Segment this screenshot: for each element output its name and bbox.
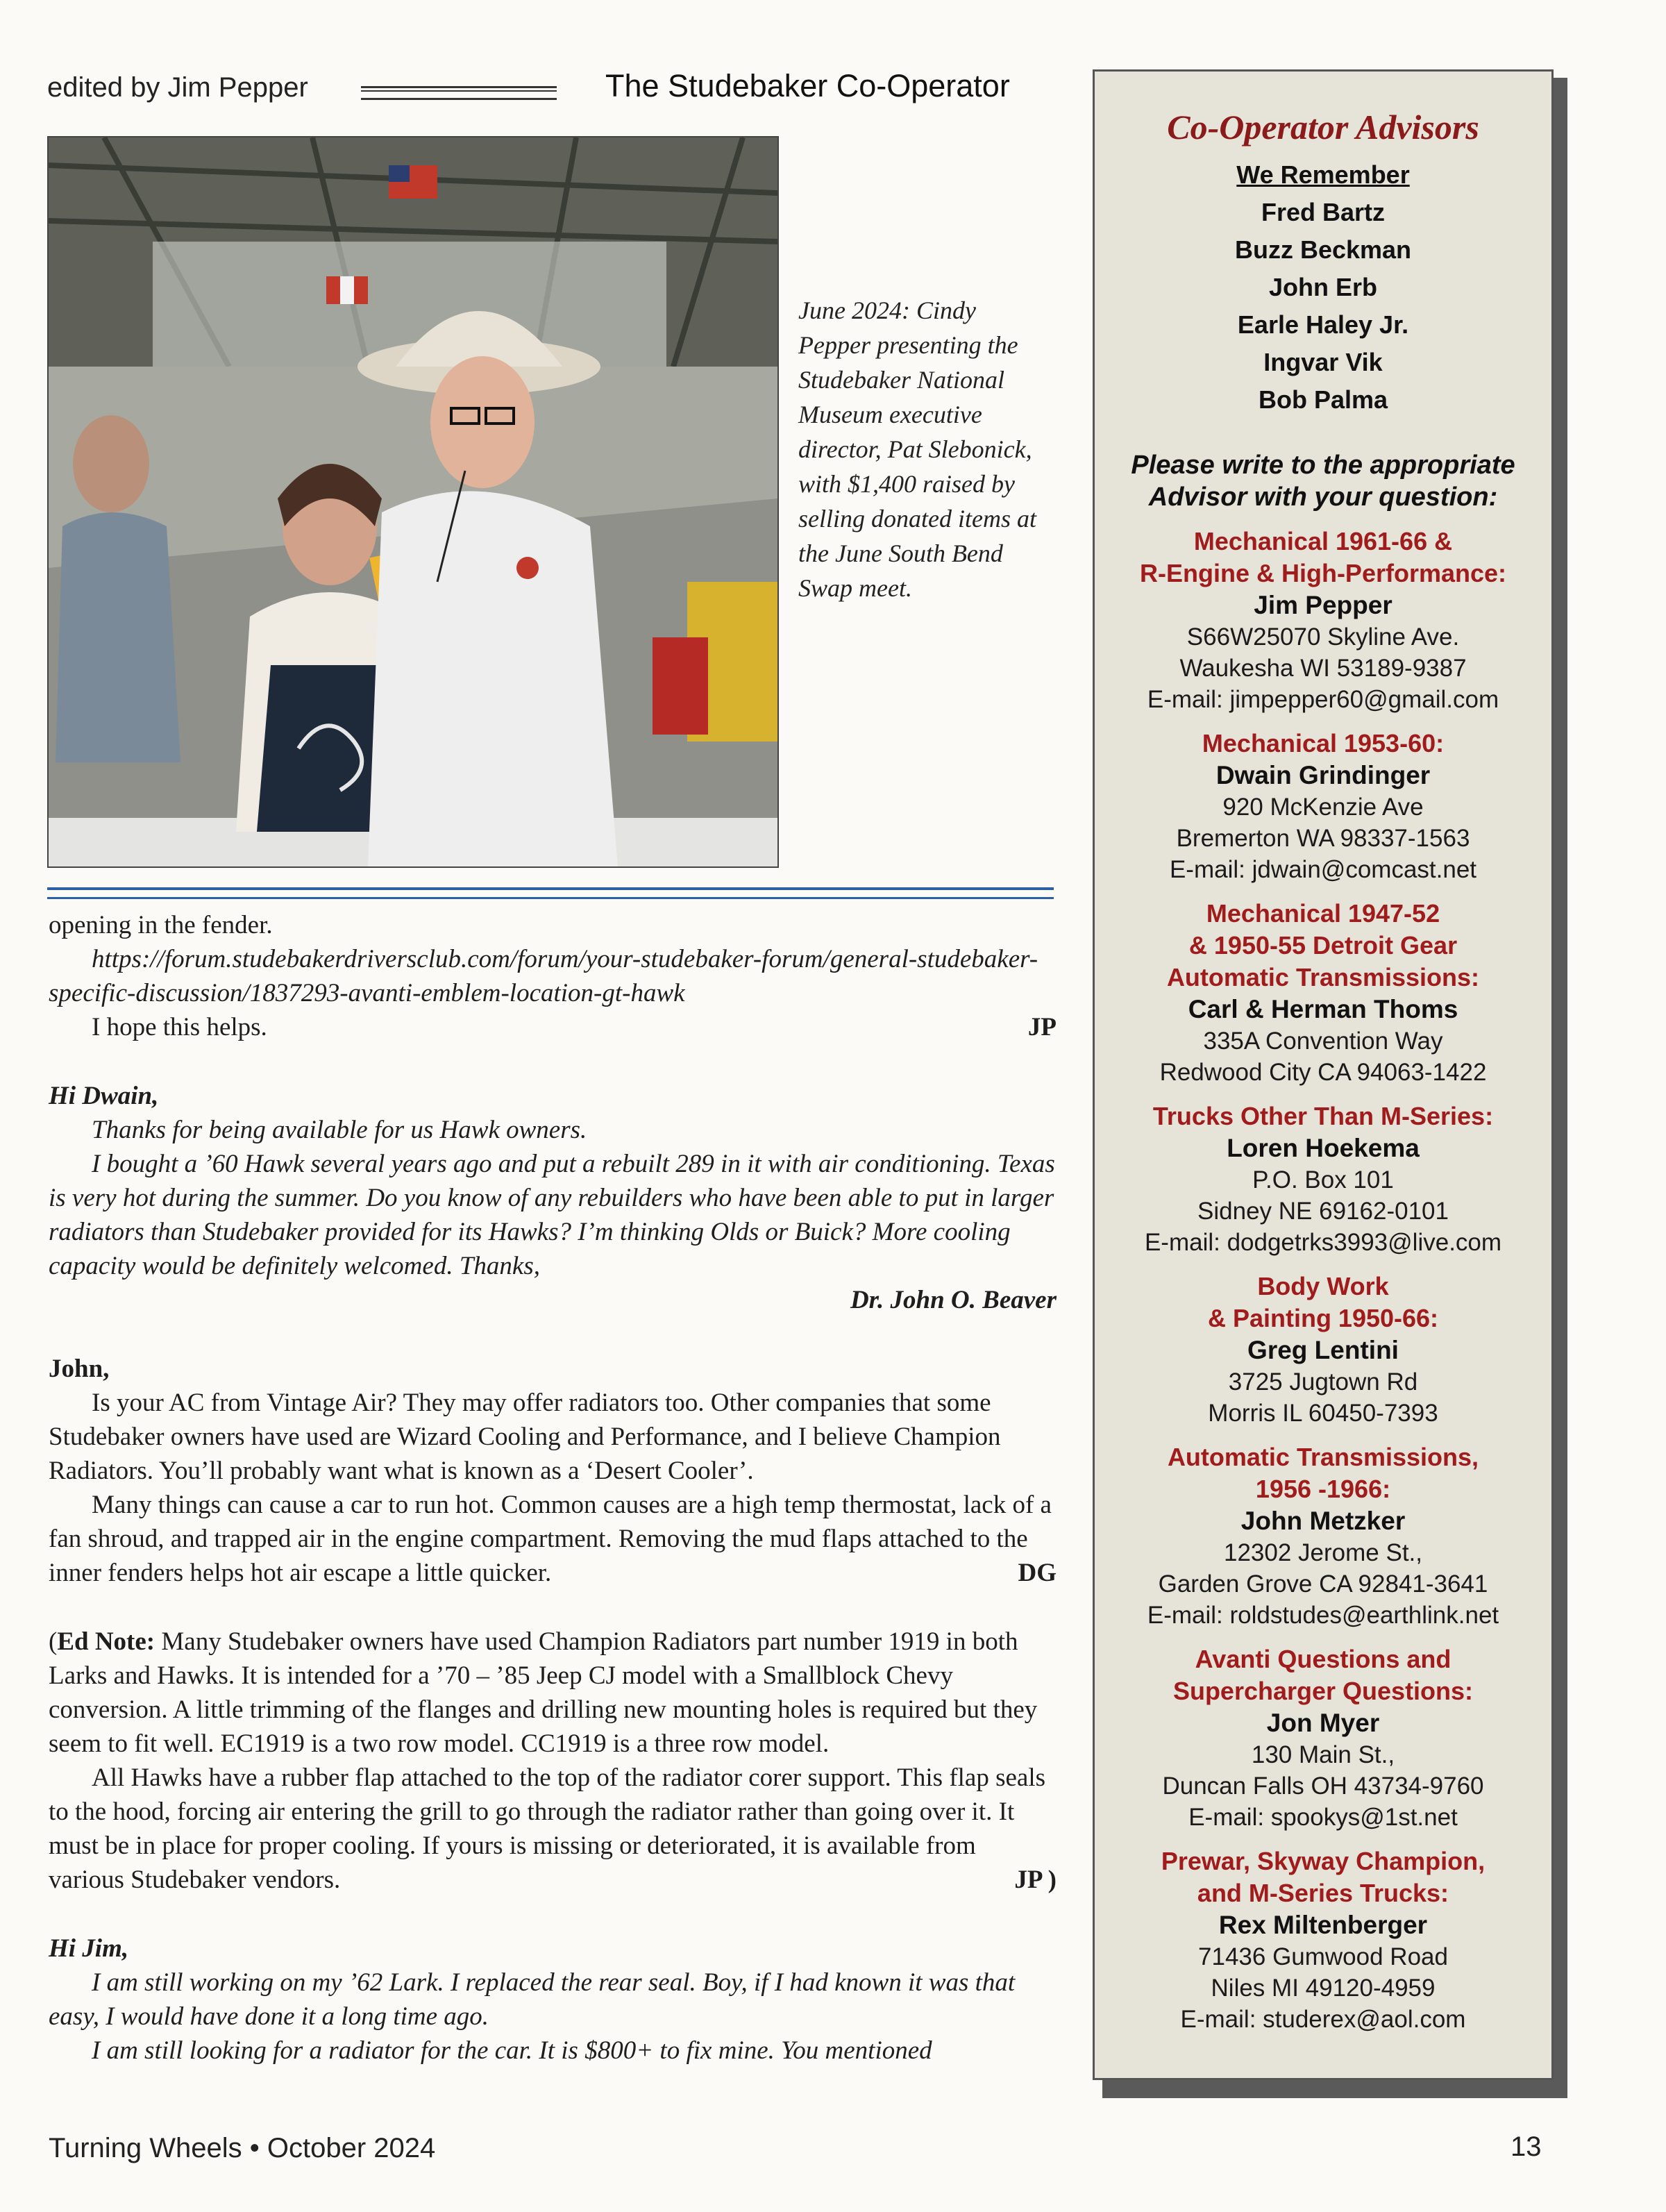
advisor-category: and M-Series Trucks: [1197,1879,1449,1907]
advisor-address-line: 130 Main St., [1251,1741,1395,1768]
advisor-entry [1095,1845,1551,2035]
advisor-list [1095,526,1551,2035]
advisor-category: Prewar, Skyway Champion, [1161,1847,1486,1875]
editor-note-paragraph: All Hawks have a rubber flap attached to the top of the radiator corer support. This flap seals to the hood, forcing air entering the grill to go through the radiator rather than going over it. It must be in place for proper cooling. If yours is missing or deteriorated, it is available from various Studebaker vendors. JP ) [49,1761,1057,1897]
page-number: 13 [1511,2131,1542,2162]
letter-paragraph: I am still working on my ’62 Lark. I replaced the rear seal. Boy, if I had known it was that easy, I would have done it a long time ago. [49,1968,1016,2031]
advisor-address-line: 3725 Jugtown Rd [1228,1368,1418,1396]
advisor-address-line: Niles MI 49120-4959 [1211,1975,1436,2002]
advisor-category: R-Engine & High-Performance: [1139,559,1507,587]
sidebar-title: Co-Operator Advisors [1167,108,1479,146]
article-paragraph: I hope this helps. JP [49,1010,1057,1044]
advisor-address-line: Duncan Falls OH 43734-9760 [1162,1773,1484,1800]
remembered-name: Fred Bartz [1261,198,1386,226]
sidebar-prompt: Please write to the appropriate Advisor with your question: [1131,451,1515,512]
advisor-name: Greg Lentini [1247,1336,1399,1364]
advisor-name: Rex Miltenberger [1218,1911,1428,1939]
signature-jp: JP [1027,1013,1057,1041]
advisor-address-line: Waukesha WI 53189-9387 [1179,655,1467,682]
column-title: The Studebaker Co-Operator [605,68,1010,103]
remembered-name: Ingvar Vik [1263,348,1383,376]
remembered-name: John Erb [1268,273,1377,301]
signature-dg: DG [1018,1559,1057,1587]
letter-greeting: Hi Jim, [49,1934,129,1963]
advisor-entry [1095,898,1551,1088]
remembered-name: Buzz Beckman [1234,235,1412,264]
article-body [49,908,1057,2068]
footer-publication: Turning Wheels • October 2024 [49,2133,436,2163]
advisor-entry [1095,1100,1551,1258]
advisor-address-line: P.O. Box 101 [1252,1166,1394,1193]
advisor-category: Mechanical 1947-52 [1206,899,1440,928]
advisor-email[interactable]: E-mail: dodgetrks3993@live.com [1144,1229,1502,1256]
advisor-entry [1095,526,1551,715]
advisor-category: 1956 -1966: [1255,1475,1391,1503]
advisor-category: & Painting 1950-66: [1207,1304,1439,1332]
advisor-address-line: 71436 Gumwood Road [1198,1943,1448,1970]
reply-greeting: John, [49,1355,110,1383]
letter-greeting: Hi Dwain, [49,1082,159,1110]
signature-jp-close: JP ) [1014,1866,1057,1894]
editor-note: (Ed Note: Many Studebaker owners have used Champion Radiators part number 1919 in both Larks and Hawks. It is intended for a ’70 – ’85 Jeep CJ model with a Smallblock Chevy conversion. A little trimming of the flanges and drilling new mounting holes is required but they seem to fit well. EC1919 is a two row model. CC1919 is a three row model. [49,1627,1038,1758]
advisor-category: Supercharger Questions: [1172,1677,1474,1705]
advisor-email[interactable]: E-mail: jdwain@comcast.net [1169,856,1477,883]
advisors-sidebar [1093,69,1554,2080]
advisor-entry [1095,1271,1551,1429]
event-photo [47,136,779,868]
advisor-address-line: Redwood City CA 94063-1422 [1159,1059,1487,1086]
remembered-name: Earle Haley Jr. [1237,310,1409,339]
letter-paragraph: I bought a ’60 Hawk several years ago and put a rebuilt 289 in it with air conditioning. Texas is very hot during the summer. Do you know of any rebuilders who have been able to put in larger radiators than Studebaker provided for its Hawks? I’m thinking Olds or Buick? More cooling capacity would be definitely welcomed. Thanks, [49,1150,1055,1280]
advisor-entry [1095,1643,1551,1833]
advisor-category: Automatic Transmissions, [1167,1443,1479,1471]
advisor-address-line: 335A Convention Way [1203,1028,1443,1055]
advisor-category: Trucks Other Than M-Series: [1152,1102,1494,1130]
advisor-address-line: Sidney NE 69162-0101 [1197,1198,1449,1225]
header-editor: edited by Jim Pepper [47,72,308,103]
advisor-category: Mechanical 1953-60: [1202,729,1445,757]
advisor-name: Jim Pepper [1254,591,1392,619]
letter-paragraph: I am still looking for a radiator for the car. It is $800+ to fix mine. You mentioned [92,2036,932,2065]
advisor-address-line: 12302 Jerome St., [1224,1539,1422,1566]
advisor-address-line: S66W25070 Skyline Ave. [1186,623,1460,651]
advisor-name: Dwain Grindinger [1215,761,1431,789]
advisor-category: Avanti Questions and [1195,1645,1452,1673]
advisor-category: Mechanical 1961-66 & [1193,527,1453,555]
remembered-list [1095,194,1551,419]
section-divider [47,887,1054,899]
advisor-address-line: Bremerton WA 98337-1563 [1176,825,1470,852]
remember-heading: We Remember [1236,160,1410,189]
reply-paragraph: Is your AC from Vintage Air? They may offer radiators too. Other companies that some Studebaker owners have used are Wizard Cooling and Performance, and I believe Champion Radiators. You’ll probably want what is known as a ‘Desert Cooler’. [49,1389,1001,1485]
letter-paragraph: Thanks for being available for us Hawk owners. [92,1116,587,1144]
article-paragraph: opening in the fender. [49,911,273,939]
advisor-email[interactable]: E-mail: spookys@1st.net [1188,1804,1458,1831]
advisor-name: Carl & Herman Thoms [1188,995,1458,1023]
advisor-address-line: 920 McKenzie Ave [1222,794,1424,821]
advisor-email[interactable]: E-mail: jimpepper60@gmail.com [1147,686,1499,713]
advisor-email[interactable]: E-mail: studerex@aol.com [1180,2006,1466,2033]
advisor-name: Jon Myer [1266,1709,1380,1737]
advisor-entry [1095,1441,1551,1631]
forum-link[interactable]: https://forum.studebakerdriversclub.com/forum/your-studebaker-forum/general-studebaker-specific-discussion/1837293-avanti-emblem-location-gt-hawk [49,945,1038,1007]
editor-note-label: Ed Note: [57,1627,155,1656]
photo-caption: June 2024: Cindy Pepper presenting the Studebaker National Museum executive director, Pat Slebonick, with $1,400 raised by selling donated items at the June South Bend Swap meet. [798,296,1036,602]
advisor-category: Automatic Transmissions: [1166,963,1480,991]
letter-signature: Dr. John O. Beaver [850,1286,1057,1314]
advisor-address-line: Morris IL 60450-7393 [1208,1400,1438,1427]
advisor-name: Loren Hoekema [1227,1134,1420,1162]
advisor-category: & 1950-55 Detroit Gear [1188,931,1458,960]
advisor-address-line: Garden Grove CA 92841-3641 [1158,1570,1488,1598]
remembered-name: Bob Palma [1258,385,1388,414]
reply-paragraph: Many things can cause a car to run hot. Common causes are a high temp thermostat, lack of a fan shroud, and trapped air in the engine compartment. Removing the mud flaps attached to the inner fenders helps hot air escape a little quicker. DG [49,1488,1057,1590]
advisor-entry [1095,728,1551,885]
header-rule [361,86,557,100]
advisor-email[interactable]: E-mail: roldstudes@earthlink.net [1147,1602,1499,1629]
advisor-name: John Metzker [1240,1507,1406,1535]
advisor-category: Body Work [1257,1272,1389,1300]
